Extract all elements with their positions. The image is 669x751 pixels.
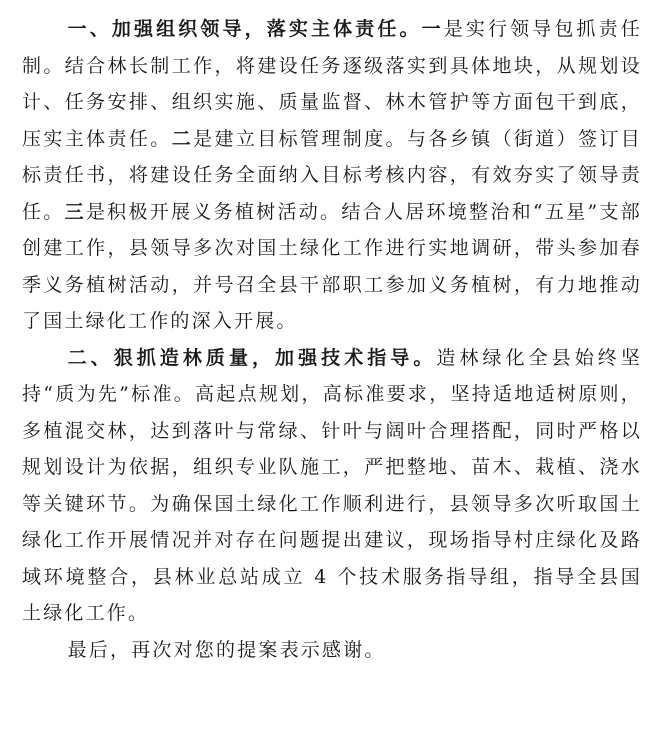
- closing-paragraph: [22, 632, 642, 669]
- document-body: [22, 11, 642, 668]
- paragraph-1-point-1-marker: 一: [421, 18, 444, 40]
- paragraph-2-heading: 二、狠抓造林质量，加强技术指导。: [67, 346, 437, 369]
- paragraph-1-point-2-text: 是建立目标管理制度。与各乡镇（街道）签订目标责任书，将建设任务全面纳入目标考核内容，有效夯实了领导责任。: [22, 127, 643, 223]
- paragraph-1-point-2-marker: 二: [171, 127, 194, 150]
- paragraph-1-point-3-marker: 三: [64, 200, 86, 223]
- paragraph-1: [22, 11, 642, 340]
- paragraph-1-heading: 一、加强组织领导，落实主体责任。: [67, 18, 422, 40]
- paragraph-1-point-1-text: 是实行领导包抓责任制。结合林长制工作，将建设任务逐级落实到具体地块，从规划设计、任务安排、组织实施、质量监督、林木管护等方面包干到底，压实主体责任。: [22, 18, 643, 150]
- closing-text: 最后，再次对您的提案表示感谢。: [67, 638, 386, 661]
- paragraph-1-point-3-text: 是积极开展义务植树活动。结合人居环境整治和“五星”支部创建工作，县领导多次对国土绿化工作进行实地调研，带头参加春季义务植树活动，并号召全县干部职工参加义务植树，有力地推动了国土绿化工作的深入开展。: [22, 200, 642, 332]
- paragraph-2-text: 造林绿化全县始终坚持“质为先”标准。高起点规划，高标准要求，坚持适地适树原则，多植混交林，达到落叶与常绿、针叶与阔叶合理搭配，同时严格以规划设计为依据，组织专业队施工，严把整地、苗木、栽植、浇水等关键环节。为确保国土绿化工作顺利进行，县领导多次听取国土绿化工作开展情况并对存在问题提出建议，现场指导村庄绿化及路域环境整合，县林业总站成立 4 个技术服务指导组，指导全县国土绿化工作。: [22, 346, 642, 624]
- paragraph-2: [22, 340, 642, 632]
